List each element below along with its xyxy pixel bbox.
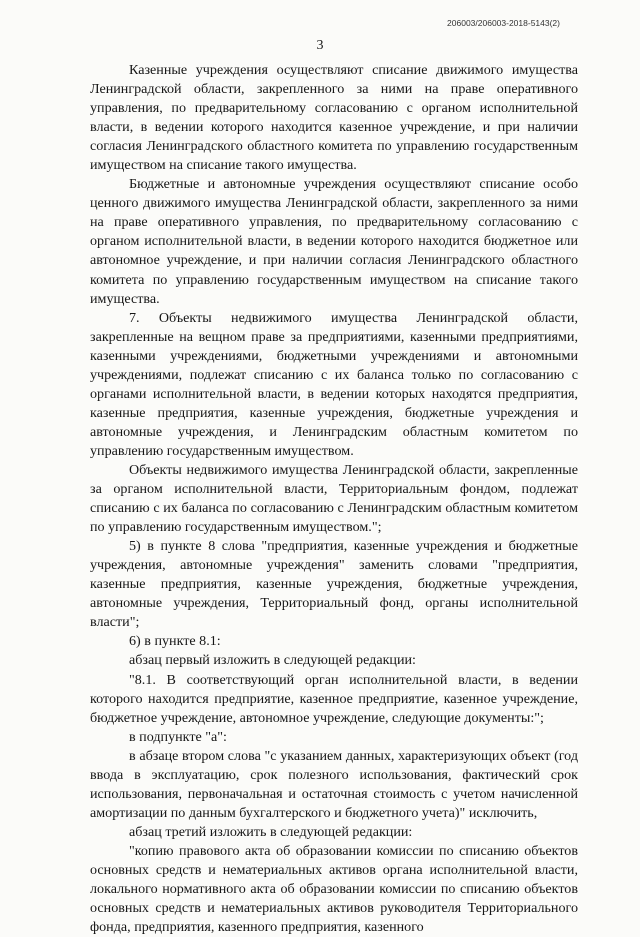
page-number: 3: [316, 38, 324, 53]
paragraph: Объекты недвижимого имущества Ленинградской области, закрепленные за органом исполнительной власти, Территориальным фондом, подлежат списанию с их баланса по согласованию с Ленинградским областным комитетом по управлению государственным имуществом.";: [90, 461, 578, 536]
document-number: 206003/206003-2018-5143(2): [447, 18, 560, 28]
paragraph: 5) в пункте 8 слова "предприятия, казенные учреждения и бюджетные учреждения, автономные учреждения" заменить словами "предприятия, казенные предприятия, казенные учреждения, бюджетные учреждения, автономные учреждения, Территориальный фонд, органы исполнительной власти";: [90, 538, 578, 631]
paragraph: в абзаце втором слова "с указанием данных, характеризующих объект (год ввода в эксплуатацию, срок полезного использования, фактический срок использования, первоначальная и остаточная стоимость с учетом начисленной амортизации по данным бухгалтерского и бюджетного учета)" исключить,: [90, 747, 578, 821]
document-body: [90, 61, 578, 937]
paragraph: "копию правового акта об образовании комиссии по списанию объектов основных средств и нематериальных активов органа исполнительной власти, локального нормативного акта об образовании комиссии по списанию объектов основных средств и нематериальных активов руководителя Территориального фонда, предприятия, казенного предприятия, казенного: [90, 842, 578, 936]
paragraph: Бюджетные и автономные учреждения осуществляют списание особо ценного движимого имущества Ленинградской области, закрепленного за ними на праве оперативного управления, по предварительному согласованию с органом исполнительной власти, в ведении которого находится бюджетное или автономное учреждение, и при наличии согласия Ленинградского областного комитета по управлению государственным имуществом на списание такого имущества.: [90, 176, 578, 307]
paragraph: "8.1. В соответствующий орган исполнительной власти, в ведении которого находится предприятие, казенное предприятие, казенное учреждение, бюджетное учреждение, автономное учреждение, следующие документы:";: [90, 671, 578, 726]
paragraph: 7. Объекты недвижимого имущества Ленинградской области, закрепленные на вещном праве за предприятиями, казенными предприятиями, казенными учреждениями, бюджетными учреждениями и автономными учреждениями, подлежат списанию с их баланса только по согласованию с органами исполнительной власти, в ведении которых находятся предприятия, казенные предприятия, казенные учреждения, бюджетные учреждения и автономные учреждения, и Ленинградским областным комитетом по управлению государственным имуществом.: [90, 309, 578, 459]
paragraph: 6) в пункте 8.1:: [129, 633, 221, 650]
paragraph: абзац третий изложить в следующей редакции:: [129, 823, 413, 840]
paragraph: абзац первый изложить в следующей редакции:: [129, 652, 416, 669]
paragraph: Казенные учреждения осуществляют списание движимого имущества Ленинградской области, закрепленного за ними на праве оперативного управления, по предварительному согласованию с органом исполнительной власти, в ведении которого находится казенное учреждение, и при наличии согласия Ленинградского областного комитета по управлению государственным имуществом на списание такого имущества.: [90, 62, 578, 174]
paragraph: в подпункте "а":: [129, 728, 227, 745]
